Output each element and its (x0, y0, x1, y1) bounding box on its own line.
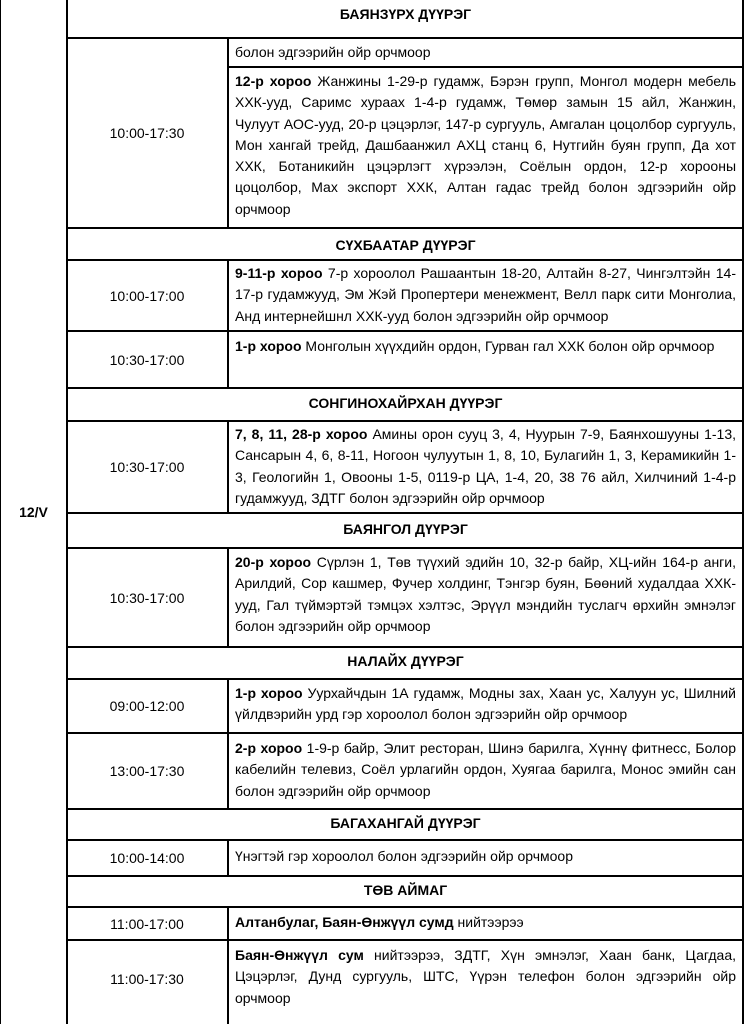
time-range: 10:30-17:00 (109, 589, 185, 606)
row-divider (67, 227, 744, 229)
area-description (235, 738, 736, 802)
khoroo-label: 12-р хороо (235, 73, 312, 89)
area-list: Сүрлэн 1, Төв түүхий эдийн 10, 32-р байр, ХЦ-ийн 164-р анги, Арилдий, Сор кашмер, Фучер холдинг, Тэнгэр буян, Бөөний худалдаа ХХК-ууд, Гал түймэртэй тэмцэх хэлтэс, Эрүүл мэндийн туслагч өрхийн эмнэлэг болон эдгээрийн ойр орчмоор (235, 554, 736, 634)
khoroo-label: 1-р хороо (235, 338, 302, 354)
row-divider (228, 66, 744, 68)
area-list: Жанжины 1-29-р гудамж, Бэрэн групп, Монгол модерн мебель ХХК-ууд, Саримс хураах 1-4-р гудамж, Төмөр замын 15 айл, Жанжин, Чулуут АОС-ууд, 20-р цэцэрлэг, 147-р сургууль, Амгалан цоцолбор сургууль, Мон хангай трейд, Дашбаанжил АХЦ станц 6, Нутгийн буян групп, Да хот ХХК, Ботаникийн цэцэрлэгт хүрээлэн, Соёлын ордон, 12-р хорооны цоцолбор, Мах экспорт ХХК, Алтан гадас трейд болон эдгээрийн ойр орчмоор (235, 73, 736, 217)
time-column-divider (227, 260, 229, 388)
khoroo-label: 7, 8, 11, 28-р хороо (235, 426, 368, 442)
time-range: 10:00-14:00 (109, 850, 185, 866)
area-list: 7-р хороолол Рашаантын 18-20, Алтайн 8-27, Чингэлтэйн 14-17-р гудамжууд, Эм Жэй Пропертери менежмент, Велл парк сити Монголиа, Анд интернейшнл ХХК-ууд болон эдгээрийн ойр орчмоор (235, 265, 737, 324)
district-heading: НАЛАЙХ ДҮҮРЭГ (347, 653, 464, 669)
area-list: нийтээрээ (453, 914, 524, 930)
time-range: 10:30-17:00 (109, 351, 185, 368)
time-range: 11:00-17:30 (110, 971, 184, 987)
soum-label: Баян-Өнжүүл сум (235, 947, 364, 963)
row-divider (67, 808, 744, 810)
time-range: 10:30-17:00 (109, 459, 185, 475)
area-description (235, 336, 736, 357)
district-heading: БАЯНГОЛ ДҮҮРЭГ (343, 521, 468, 537)
area-list: Монголын хүүхдийн ордон, Гурван гал ХХК болон ойр орчмоор (301, 338, 715, 354)
district-heading: СҮХБААТАР ДҮҮРЭГ (335, 237, 476, 253)
khoroo-label: 2-р хороо (235, 740, 303, 756)
row-divider (67, 646, 744, 648)
time-range: 13:00-17:30 (109, 763, 185, 779)
time-column-divider (227, 840, 229, 876)
area-description (235, 846, 736, 867)
khoroo-label: 20-р хороо (235, 554, 312, 570)
area-list: Үнэгтэй гэр хороолол болон эдгээрийн ойр орчмоор (235, 848, 574, 864)
time-column-divider (227, 421, 229, 513)
area-list: Уурхайчдын 1А гудамж, Модны зах, Хаан ус, Халуун ус, Шилний үйлдвэрийн урд гэр хороолол болон эдгээрийн ойр орчмоор (235, 685, 736, 723)
khoroo-label: 9-11-р хороо (235, 265, 323, 281)
area-description (235, 424, 736, 509)
time-column-divider (227, 548, 229, 647)
district-heading: СОНГИНОХАЙРХАН ДҮҮРЭГ (308, 395, 503, 411)
row-divider (67, 387, 744, 389)
time-range: 09:00-12:00 (109, 698, 185, 714)
time-range: 10:00-17:30 (109, 125, 185, 141)
time-column-divider (227, 679, 229, 809)
area-description (235, 263, 736, 327)
district-heading: ТӨВ АЙМАГ (363, 882, 448, 898)
soum-label: Алтанбулаг, Баян-Өнжүүл сумд (235, 914, 454, 930)
area-list: нийтээрээ, ЗДТГ, Хүн эмнэлэг, Хаан банк, Цагдаа, Цэцэрлэг, Дунд сургууль, ШТС, Үүрэн телефон болон эдгээрийн ойр орчмоор (235, 947, 736, 1006)
khoroo-label: 1-р хороо (235, 685, 303, 701)
area-description (235, 912, 736, 933)
row-divider (67, 512, 744, 514)
area-description (235, 945, 736, 1009)
area-description (235, 71, 736, 220)
district-heading: БАГАХАНГАЙ ДҮҮРЭГ (330, 815, 481, 831)
date-cell (0, 0, 67, 1024)
time-range: 11:00-17:00 (110, 915, 184, 932)
date-label: 12/V (19, 504, 48, 520)
area-description: болон эдгээрийн ойр орчмоор (235, 44, 431, 60)
area-list: 1-9-р байр, Элит ресторан, Шинэ барилга, Хүннү фитнесс, Болор кабелийн телевиз, Соёл урлагийн ордон, Хуягаа барилга, Монос эмийн сан болон эдгээрийн ойр орчмоор (235, 740, 736, 799)
area-list: Амины орон сууц 3, 4, Нуурын 7-9, Баянхошууны 1-13, Сансарын 4, 6, 8-11, Ногоон чулуутын 1, 8, 10, Булагийн 1, 3, Керамикийн 1-3, Геологийн 1, Овооны 1-5, 0119-р ЦА, 1-4, 20, 38 76 айл, Хилчиний 1-4-р гудамжууд, ЗДТГ болон эдгээрийн ойр орчмоор (235, 426, 736, 506)
area-description (235, 683, 736, 726)
time-range: 10:00-17:00 (109, 287, 185, 304)
area-description (235, 552, 736, 637)
district-heading: БАЯНЗҮРХ ДҮҮРЭГ (339, 6, 472, 22)
row-divider (67, 875, 744, 877)
time-column-divider (227, 907, 229, 1024)
